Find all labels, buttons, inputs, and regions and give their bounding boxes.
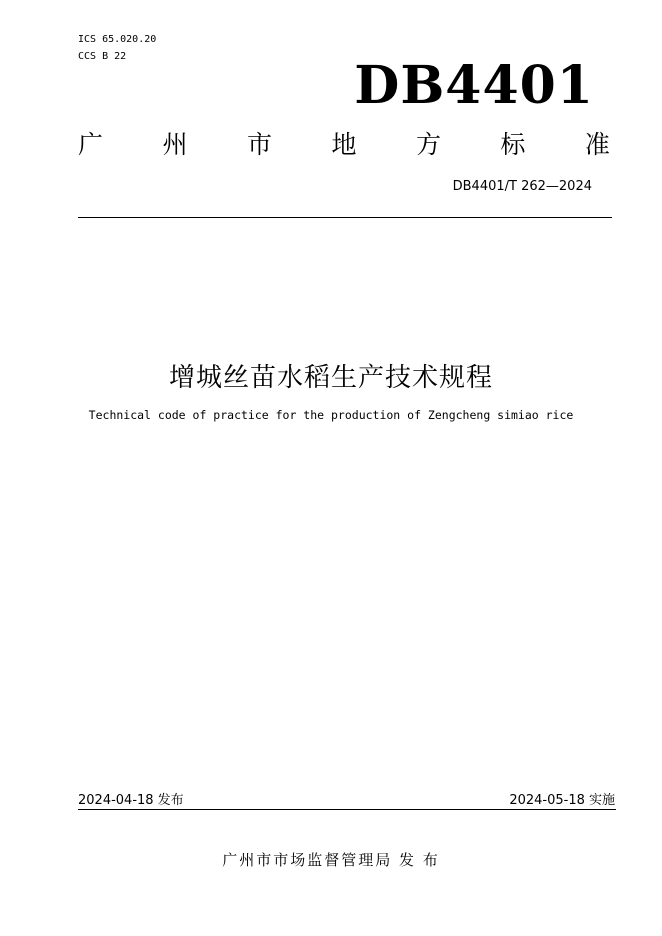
footer-divider bbox=[78, 809, 616, 810]
standard-type-char: 准 bbox=[584, 130, 610, 159]
implementation-date: 2024-05-18 实施 bbox=[509, 793, 615, 808]
standard-type-char: 广 bbox=[78, 130, 104, 159]
document-title-english: Technical code of practice for the production of Zengcheng simiao rice bbox=[88, 408, 574, 422]
document-title-chinese: 增城丝苗水稻生产技术规程 bbox=[168, 363, 493, 393]
standard-type-char: 标 bbox=[500, 130, 526, 159]
standard-type-char: 州 bbox=[162, 130, 188, 159]
issue-date: 2024-04-18 发布 bbox=[78, 793, 184, 808]
ics-code: ICS 65.020.20 bbox=[78, 34, 157, 45]
header-divider bbox=[78, 217, 612, 218]
publisher: 广州市市场监督管理局 发 布 bbox=[222, 851, 440, 869]
standard-number: DB4401/T 262—2024 bbox=[452, 179, 592, 194]
standard-type-char: 市 bbox=[246, 130, 272, 159]
standard-type-char: 地 bbox=[331, 130, 357, 159]
standard-type-label bbox=[78, 128, 610, 162]
ccs-code: CCS B 22 bbox=[78, 51, 127, 62]
standard-type-char: 方 bbox=[415, 130, 441, 159]
standard-code-heading: DB4401 bbox=[354, 55, 594, 116]
